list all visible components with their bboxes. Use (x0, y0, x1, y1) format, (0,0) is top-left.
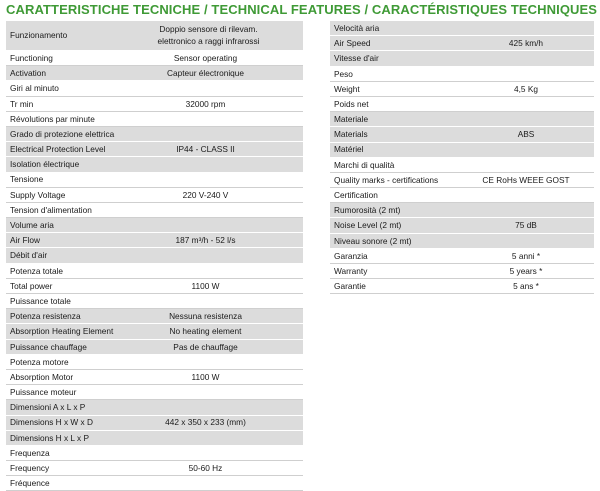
spec-label: Warranty (334, 265, 368, 276)
spec-row (6, 355, 303, 370)
spec-label: Frequenza (10, 447, 50, 458)
spec-row (6, 21, 303, 51)
spec-row (6, 340, 303, 355)
spec-row (6, 127, 303, 142)
spec-label: Dimensioni A x L x P (10, 402, 86, 413)
spec-row (6, 173, 303, 188)
spec-row (6, 142, 303, 157)
spec-row (330, 218, 594, 233)
spec-row (330, 264, 594, 279)
spec-value: 50-60 Hz (188, 463, 223, 473)
spec-value: 75 dB (515, 220, 537, 231)
spec-value: Nessuna resistenza (169, 311, 242, 322)
spec-row (330, 173, 594, 188)
spec-label: Tr min (10, 98, 34, 109)
spec-label: Garantie (334, 281, 366, 292)
spec-row (6, 294, 303, 309)
spec-label: Electrical Protection Level (10, 144, 106, 155)
spec-row (330, 21, 594, 36)
spec-label: Grado di protezione elettrica (10, 128, 115, 139)
spec-row (330, 51, 594, 66)
spec-row (6, 264, 303, 279)
spec-row (6, 476, 303, 491)
spec-row (6, 370, 303, 385)
spec-value: 4,5 Kg (514, 83, 538, 94)
spec-label: Niveau sonore (2 mt) (334, 235, 412, 246)
spec-value: ABS (517, 129, 535, 140)
spec-label: Puissance totale (10, 295, 71, 306)
spec-row (330, 97, 594, 112)
spec-row (330, 112, 594, 127)
spec-label: Funzionamento (10, 30, 68, 41)
spec-label: Tension d'alimentation (10, 204, 92, 215)
spec-row (6, 51, 303, 66)
spec-label: Peso (334, 68, 353, 79)
spec-label: Dimensions H x L x P (10, 432, 89, 443)
spec-label: Velocità aria (334, 22, 380, 33)
spec-row (330, 249, 594, 264)
spec-label: Marchi di qualità (334, 159, 395, 170)
spec-row (330, 188, 594, 203)
spec-label: Volume aria (10, 220, 54, 230)
spec-label: Garanzia (334, 250, 368, 261)
spec-label: Rumorosità (2 mt) (334, 205, 401, 216)
spec-row (330, 203, 594, 218)
spec-row (6, 400, 303, 415)
spec-label: Dimensions H x W x D (10, 417, 93, 428)
spec-row (330, 127, 594, 142)
spec-row (6, 81, 303, 96)
spec-value: 187 m³/h - 52 l/s (175, 235, 236, 246)
spec-value: Doppio sensore di rilevam. elettronico a raggi infrarossi (157, 24, 260, 46)
spec-label: Potenza resistenza (10, 311, 81, 322)
spec-row (6, 279, 303, 294)
spec-value: Sensor operating (173, 52, 238, 63)
spec-value: No heating element (169, 326, 242, 337)
spec-row (330, 234, 594, 249)
spec-value: 425 km/h (508, 38, 544, 49)
spec-label: Puissance chauffage (10, 341, 87, 352)
spec-value: 5 anni * (511, 250, 541, 261)
spec-value: 5 years * (509, 265, 543, 276)
spec-label: Giri al minuto (10, 83, 59, 94)
spec-value: 442 x 350 x 233 (mm) (165, 417, 246, 428)
spec-value: Capteur électronique (166, 68, 245, 79)
spec-row (6, 188, 303, 203)
spec-row (6, 112, 303, 127)
spec-value: 220 V-240 V (182, 189, 229, 200)
spec-label: Frequency (10, 463, 50, 473)
spec-row (330, 82, 594, 97)
spec-value: 5 ans * (513, 281, 539, 292)
spec-label: Air Speed (334, 38, 371, 49)
spec-label: Absorption Motor (10, 371, 74, 382)
spec-row (6, 324, 303, 339)
spec-label: Certification (334, 190, 378, 200)
spec-value: 1100 W (191, 371, 220, 382)
spec-row (6, 431, 303, 446)
page-title: CARATTERISTICHE TECNICHE / TECHNICAL FEATURES / CARACTÉRISTIQUES TECHNIQUES (6, 2, 598, 17)
spec-label: Total power (10, 280, 53, 291)
spec-row (6, 446, 303, 461)
spec-label: Vitesse d'air (334, 53, 379, 64)
spec-row (6, 416, 303, 431)
spec-value: CE RoHs WEEE GOST (482, 174, 570, 185)
spec-row (6, 218, 303, 233)
spec-label: Noise Level (2 mt) (334, 220, 402, 231)
spec-table-left (6, 21, 303, 491)
spec-label: Puissance moteur (10, 387, 77, 398)
spec-label: Potenza motore (10, 356, 69, 367)
spec-row (6, 461, 303, 476)
spec-row (6, 385, 303, 400)
spec-label: Absorption Heating Element (10, 326, 114, 337)
spec-label: Supply Voltage (10, 189, 66, 200)
spec-label: Air Flow (10, 235, 40, 246)
spec-row (6, 203, 303, 218)
spec-row (330, 279, 594, 294)
spec-value: Pas de chauffage (173, 341, 238, 352)
spec-label: Materials (334, 129, 368, 140)
spec-label: Functioning (10, 52, 53, 63)
spec-label: Isolation électrique (10, 159, 80, 170)
spec-row (6, 248, 303, 263)
spec-label: Potenza totale (10, 265, 64, 276)
spec-label: Tensione (10, 174, 44, 185)
spec-row (6, 157, 303, 172)
spec-label: Quality marks - certifications (334, 174, 439, 185)
spec-value: 32000 rpm (185, 98, 226, 109)
spec-label: Poids net (334, 98, 369, 109)
spec-value: IP44 - CLASS II (176, 144, 235, 155)
spec-row (330, 158, 594, 173)
spec-label: Matériel (334, 144, 364, 155)
spec-label: Révolutions par minute (10, 113, 95, 124)
spec-row (6, 66, 303, 81)
spec-table-right (330, 21, 594, 294)
spec-row (330, 36, 594, 51)
spec-row (6, 97, 303, 112)
spec-label: Weight (334, 83, 360, 94)
spec-label: Fréquence (10, 478, 50, 489)
spec-label: Materiale (334, 114, 369, 125)
spec-value: 1100 W (191, 280, 220, 291)
spec-row (330, 143, 594, 158)
spec-row (330, 67, 594, 82)
spec-row (6, 233, 303, 248)
spec-row (6, 309, 303, 324)
spec-label: Débit d'air (10, 250, 48, 261)
spec-label: Activation (10, 68, 46, 79)
